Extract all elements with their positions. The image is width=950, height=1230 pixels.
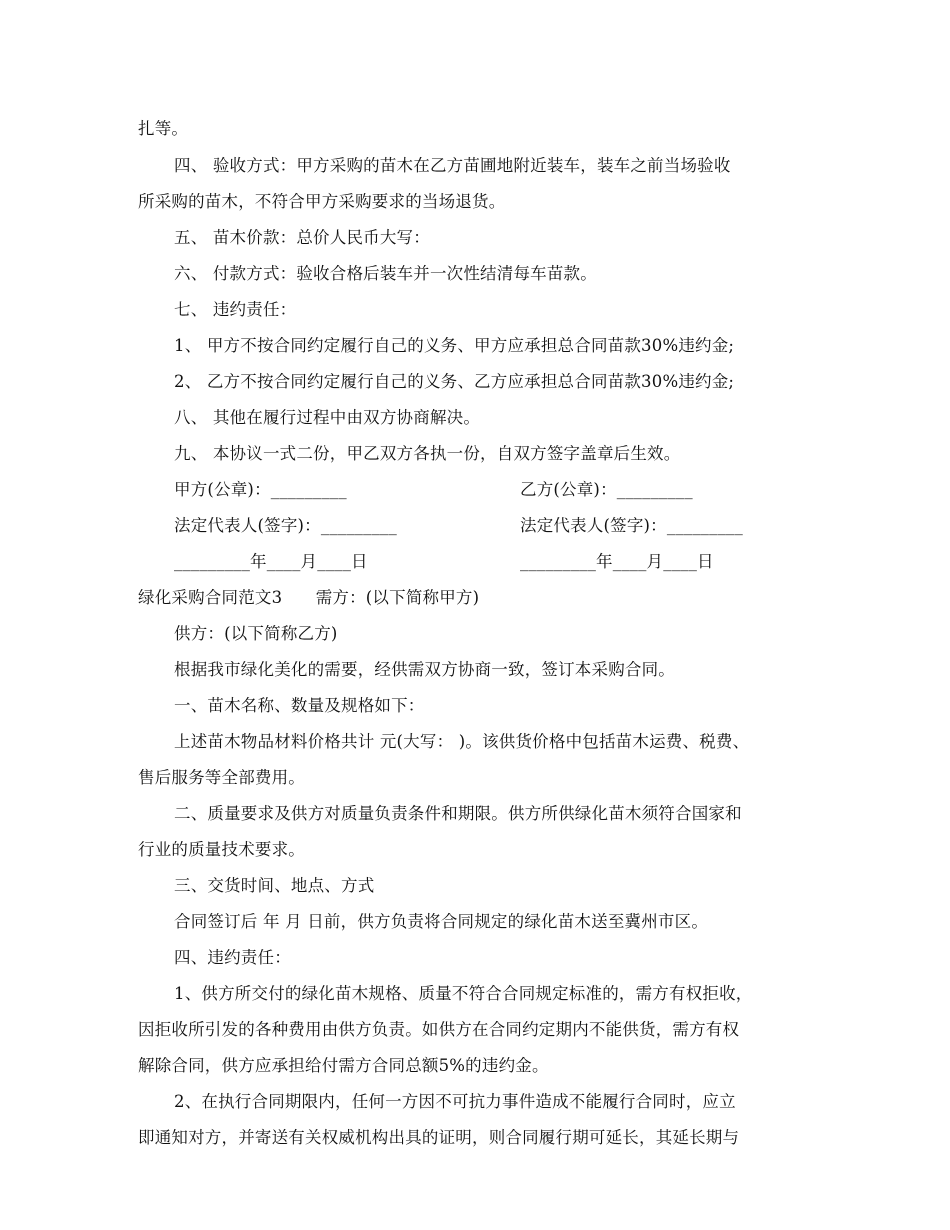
section-4-liability: 四、违约责任： xyxy=(174,948,291,967)
clause-7-liability: 七、 违约责任： xyxy=(174,300,297,319)
liability-item-2: 2、 乙方不按合同约定履行自己的义务、乙方应承担总合同苗款30%违约金; xyxy=(174,372,735,391)
paragraph-line: 所采购的苗木，不符合甲方采购要求的当场退货。 xyxy=(138,192,506,211)
party-b-seal: 乙方(公章)：_________ xyxy=(520,480,693,499)
paragraph-line: 行业的质量技术要求。 xyxy=(138,840,305,859)
liability-clause-2: 2、在执行合同期限内，任何一方因不可抗力事件造成不能履行合同时，应立 xyxy=(174,1092,736,1111)
section-1-heading: 一、苗木名称、数量及规格如下： xyxy=(174,696,425,715)
preamble: 根据我市绿化美化的需要，经供需双方协商一致，签订本采购合同。 xyxy=(174,660,675,679)
delivery-terms: 合同签订后 年 月 日前，供方负责将合同规定的绿化苗木送至冀州市区。 xyxy=(174,912,709,931)
price-line: 上述苗木物品材料价格共计 元(大写： )。该供货价格中包括苗木运费、税费、 xyxy=(174,732,750,751)
party-b-date: _________年____月____日 xyxy=(520,552,714,571)
clause-6-payment: 六、 付款方式：验收合格后装车并一次性结清每车苗款。 xyxy=(174,264,597,283)
clause-9-copies: 九、 本协议一式二份，甲乙双方各执一份，自双方签字盖章后生效。 xyxy=(174,444,681,463)
paragraph-line: 因拒收所引发的各种费用由供方负责。如供方在合同约定期内不能供货，需方有权 xyxy=(138,1020,740,1039)
paragraph-line: 售后服务等全部费用。 xyxy=(138,768,305,787)
liability-clause-1: 1、供方所交付的绿化苗木规格、质量不符合合同规定标准的，需方有权拒收， xyxy=(174,984,753,1003)
section-3-delivery: 三、交货时间、地点、方式 xyxy=(174,876,375,895)
paragraph-line: 即通知对方，并寄送有关权威机构出具的证明，则合同履行期可延长，其延长期与 xyxy=(138,1128,740,1147)
party-b-representative: 法定代表人(签字)：_________ xyxy=(520,516,743,535)
party-a-seal: 甲方(公章)：_________ xyxy=(174,480,347,499)
section-2-quality: 二、质量要求及供方对质量负责条件和期限。供方所供绿化苗木须符合国家和 xyxy=(174,804,742,823)
party-a-date: _________年____月____日 xyxy=(174,552,368,571)
clause-4-acceptance: 四、 验收方式：甲方采购的苗木在乙方苗圃地附近装车，装车之前当场验收 xyxy=(174,156,731,175)
clause-8-other: 八、 其他在履行过程中由双方协商解决。 xyxy=(174,408,481,427)
clause-5-price: 五、 苗木价款：总价人民币大写： xyxy=(174,228,430,247)
paragraph-line: 解除合同，供方应承担给付需方合同总额5%的违约金。 xyxy=(138,1056,549,1075)
paragraph-line: 扎等。 xyxy=(138,119,189,138)
liability-item-1: 1、 甲方不按合同约定履行自己的义务、甲方应承担总合同苗款30%违约金; xyxy=(174,336,735,355)
contract-3-title: 绿化采购合同范文3 需方：(以下简称甲方) xyxy=(138,588,480,607)
supplier-party: 供方：(以下简称乙方) xyxy=(174,624,338,643)
party-a-representative: 法定代表人(签字)：_________ xyxy=(174,516,397,535)
